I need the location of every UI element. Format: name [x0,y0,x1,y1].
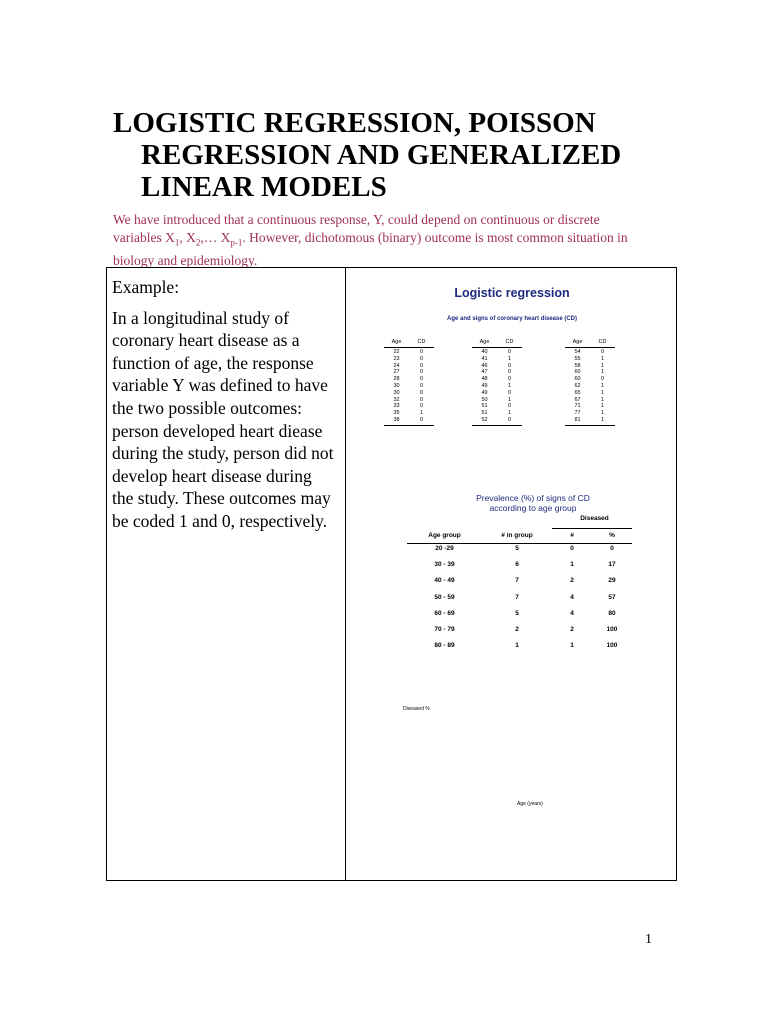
slide-panel [347,268,677,880]
table-row [384,410,434,417]
title-line-2: REGRESSION AND GENERALIZED [141,139,622,171]
age-cell: 47 [481,369,488,376]
count-cell: 4 [570,610,574,617]
table-row [565,417,615,424]
prevalence-title-line-2: according to age group [489,503,577,513]
percent-cell: 17 [608,561,616,568]
prevalence-title [347,493,719,513]
prevalence-header-row [407,532,632,539]
table-row [407,626,632,633]
cd-cell: 1 [600,403,605,410]
age-cell: 77 [574,410,581,417]
age-cd-table-1 [384,339,434,427]
age-cell: 60 [574,376,581,383]
count-cell: 4 [570,594,574,601]
cd-cell: 0 [507,362,512,369]
age-cell: 55 [574,355,581,362]
col-cd: CD [505,339,514,345]
table-row [565,383,615,390]
percent-cell: 57 [608,594,616,601]
content-frame [106,267,677,881]
header-rule [384,347,434,348]
table-row [472,403,522,410]
cd-cell: 1 [600,410,605,417]
age-cell: 32 [393,396,400,403]
age-cell: 24 [393,362,400,369]
age-cell: 41 [481,355,488,362]
col-age-group: Age group [428,532,461,539]
cd-cell: 1 [600,416,605,423]
table-row [472,390,522,397]
table-row [565,376,615,383]
cd-cell: 1 [600,389,605,396]
bottom-rule [565,425,615,426]
title-line-3: LINEAR MODELS [141,171,387,203]
table-row [384,383,434,390]
count-cell: 0 [570,545,574,552]
cd-cell: 0 [419,389,424,396]
cd-cell: 1 [600,369,605,376]
cd-cell: 0 [507,376,512,383]
table-row [472,363,522,370]
header-rule [407,543,632,544]
table-row [472,417,522,424]
cd-cell: 1 [507,382,512,389]
age-cell: 67 [574,396,581,403]
age-cell: 51 [481,403,488,410]
age-group-cell: 30 - 39 [434,561,455,568]
age-group-cell: 20 -29 [435,545,454,552]
age-cell: 38 [393,416,400,423]
cd-cell: 0 [419,403,424,410]
table-row [472,397,522,404]
in-group-cell: 7 [515,577,519,584]
example-body: In a longitudinal study of coronary heart disease as a function of age, the response variable Y was defined to have the two possible outcomes: person developed heart diease during the study, person did not develop heart disease during the study. These outcomes may be coded 1 and 0, respectively. [112,307,334,531]
age-cd-table-2 [472,339,522,427]
col-cd: CD [598,339,607,345]
col-age: Age [479,339,490,345]
chart-x-axis-label: Age (years) [517,801,543,807]
age-cell: 81 [574,416,581,423]
age-cell: 49 [481,382,488,389]
header-rule [472,347,522,348]
cd-cell: 1 [600,382,605,389]
age-cell: 62 [574,382,581,389]
cd-cell: 0 [419,355,424,362]
age-cell: 35 [393,410,400,417]
cd-cell: 0 [600,376,605,383]
col-cd: CD [417,339,426,345]
table-row [384,376,434,383]
count-cell: 1 [570,642,574,649]
diseased-group-header: Diseased [580,515,609,522]
table-header [472,339,522,346]
example-label: Example: [112,277,180,297]
col-in-group: # in group [501,532,533,539]
intro-text-3: ,… X [200,230,231,245]
table-row [565,363,615,370]
cd-cell: 0 [507,369,512,376]
chart-y-axis-label: Diseased % [403,706,430,712]
example-column [112,276,337,533]
cd-cell: 0 [600,349,605,355]
table-row [384,356,434,363]
table-row [565,390,615,397]
group-header-rule [552,528,632,529]
age-cell: 22 [393,349,400,355]
table-row [565,397,615,404]
age-group-cell: 80 - 89 [434,642,455,649]
age-cell: 40 [481,349,488,355]
age-cell: 48 [481,376,488,383]
in-group-cell: 2 [515,626,519,633]
cd-cell: 0 [507,349,512,355]
cd-cell: 0 [419,382,424,389]
intro-text-4: . However, dichotomous (binary) outcome is most common situation in biology and epidemiology. [113,230,628,268]
percent-cell: 80 [608,610,616,617]
table-row [384,363,434,370]
table-row [565,410,615,417]
age-cd-table-3 [565,339,615,427]
in-group-cell: 1 [515,642,519,649]
intro-text-1: We have introduced that a continuous response, Y, could depend on continuous or discrete variables X [113,212,600,245]
cd-cell: 0 [507,416,512,423]
table-header [384,339,434,346]
age-cell: 23 [393,355,400,362]
table-row [472,410,522,417]
age-cell: 50 [481,396,488,403]
intro-subscript-3: p-1 [230,237,243,248]
table-row [407,561,632,568]
age-group-cell: 50 - 59 [434,594,455,601]
page-number: 1 [645,932,652,947]
cd-cell: 1 [600,362,605,369]
age-cell: 49 [481,389,488,396]
table-row [407,545,632,552]
column-divider [345,268,346,880]
cd-cell: 1 [507,396,512,403]
col-count: # [570,532,574,539]
intro-text-2: , X [179,230,196,245]
cd-cell: 0 [507,389,512,396]
age-cell: 33 [393,403,400,410]
cd-cell: 0 [419,349,424,355]
percent-cell: 100 [606,642,618,649]
table-row [472,349,522,356]
count-cell: 2 [570,626,574,633]
age-cell: 65 [574,389,581,396]
cd-cell: 1 [600,396,605,403]
age-cell: 28 [393,376,400,383]
age-cd-caption: Age and signs of coronary heart disease (CD) [446,316,578,322]
table-row [472,376,522,383]
cd-cell: 0 [419,416,424,423]
slide-title: Logistic regression [454,286,570,300]
percent-cell: 100 [606,626,618,633]
col-age: Age [572,339,583,345]
count-cell: 1 [570,561,574,568]
age-group-cell: 60 - 69 [434,610,455,617]
document-title [113,107,673,203]
in-group-cell: 5 [515,610,519,617]
table-row [384,369,434,376]
age-cell: 51 [481,410,488,417]
col-age: Age [391,339,402,345]
table-row [384,390,434,397]
title-line-1: LOGISTIC REGRESSION, POISSON [113,107,596,139]
table-row [565,403,615,410]
age-cell: 71 [574,403,581,410]
table-row [472,356,522,363]
age-cell: 27 [393,369,400,376]
bottom-rule [472,425,522,426]
table-row [407,642,632,649]
cd-cell: 0 [419,396,424,403]
table-row [384,403,434,410]
table-header [565,339,615,346]
table-row [384,397,434,404]
cd-cell: 1 [600,355,605,362]
age-cell: 60 [574,369,581,376]
table-row [407,610,632,617]
table-row [472,383,522,390]
prevalence-title-line-1: Prevalence (%) of signs of CD [476,493,590,503]
age-cell: 58 [574,362,581,369]
age-cell: 54 [574,349,581,355]
table-row [472,369,522,376]
cd-cell: 1 [507,410,512,417]
in-group-cell: 7 [515,594,519,601]
age-group-cell: 40 - 49 [434,577,455,584]
cd-cell: 0 [419,369,424,376]
cd-cell: 0 [419,362,424,369]
cd-cell: 0 [419,376,424,383]
cd-cell: 0 [507,403,512,410]
count-cell: 2 [570,577,574,584]
header-rule [565,347,615,348]
table-row [565,369,615,376]
table-row [384,349,434,356]
age-cell: 46 [481,362,488,369]
intro-paragraph [113,211,633,270]
table-row [384,417,434,424]
table-row [407,577,632,584]
age-group-cell: 70 - 79 [434,626,455,633]
col-percent: % [609,532,615,539]
age-cell: 30 [393,382,400,389]
age-cell: 52 [481,416,488,423]
intro-subscript-1: 1 [174,237,180,248]
in-group-cell: 5 [515,545,519,552]
table-row [565,356,615,363]
table-row [565,349,615,356]
table-row [407,594,632,601]
intro-subscript-2: 2 [195,237,201,248]
bottom-rule [384,425,434,426]
percent-cell: 29 [608,577,616,584]
percent-cell: 0 [610,545,614,552]
age-cell: 30 [393,389,400,396]
in-group-cell: 6 [515,561,519,568]
cd-cell: 1 [507,355,512,362]
cd-cell: 1 [419,410,424,417]
